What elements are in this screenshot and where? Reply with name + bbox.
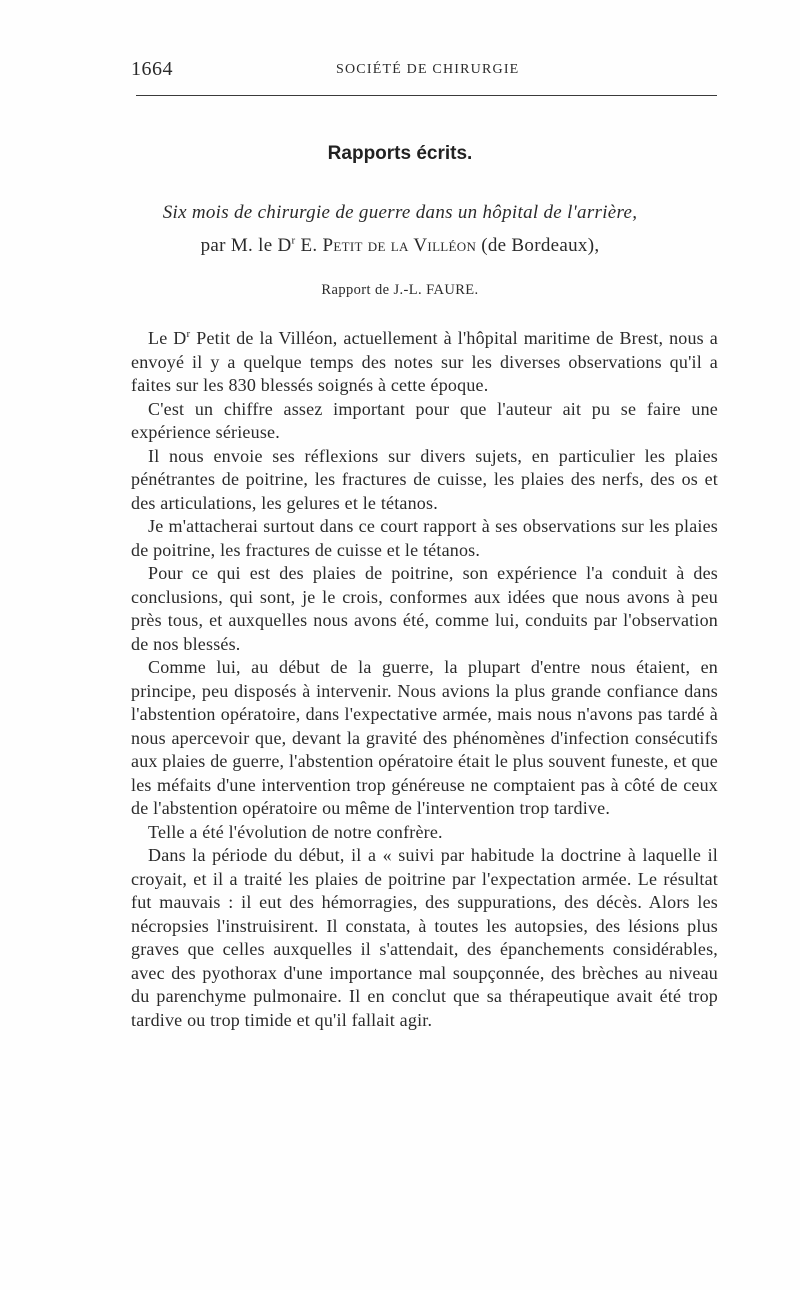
paragraph: Pour ce qui est des plaies de poitrine, son expérience l'a conduit à des conclusions, qui sont, je le crois, conformes aux idées que nous avons à peu près tous, et auxquelles nous avons été, comme lui, conduits par l'observation de nos blessés. <box>131 563 718 654</box>
paragraph: C'est un chiffre assez important pour que l'auteur ait pu se faire une expérience sérieuse. <box>131 398 718 442</box>
paragraph-lead: Le D <box>148 328 187 348</box>
running-title: SOCIÉTÉ DE CHIRURGIE <box>336 62 520 77</box>
paragraph-superscript: r <box>186 328 191 340</box>
paragraph: Telle a été l'évolution de notre confrère. <box>148 821 443 842</box>
body-text <box>131 327 718 1032</box>
author-superscript: r <box>291 234 296 247</box>
paragraph-text: Petit de la Villéon, actuellement à l'hôpital maritime de Brest, nous a envoyé il y a quelque temps des notes sur les diverses observations qu'il a faites sur les 830 blessés soignés à cette époque. <box>131 328 718 395</box>
paragraph: Comme lui, au début de la guerre, la plupart d'entre nous étaient, en principe, peu disposés à intervenir. Nous avions la plus grande confiance dans l'abstention opératoire, dans l'expectative armée, mais nous n'avons pas tardé à nous apercevoir que, devant la gravité des phénomènes d'infection consécutifs aux plaies de guerre, l'abstention opératoire était le plus souvent funeste, et que les méfaits d'une intervention trop généreuse ne comptaient pas à côté de ceux de l'abstention opératoire ou même de l'intervention trop tardive. <box>131 657 718 818</box>
running-header <box>131 58 716 86</box>
header-rule <box>136 95 717 96</box>
report-title: Six mois de chirurgie de guerre dans un hôpital de l'arrière, <box>162 202 638 223</box>
paragraph: Je m'attacherai surtout dans ce court rapport à ses observations sur les plaies de poitrine, les fractures de cuisse et le tétanos. <box>131 516 718 560</box>
author-name: Petit de la Villéon <box>322 235 477 256</box>
paragraph: Il nous envoie ses réflexions sur divers sujets, en particulier les plaies pénétrantes de poitrine, les fractures de cuisse, les plaies des nerfs, des os et des articulations, les gelures et le tétanos. <box>131 445 718 513</box>
section-title: Rapports écrits. <box>327 143 473 164</box>
author-prefix: par M. le D <box>200 235 292 256</box>
report-author <box>0 235 800 257</box>
author-initial: E. <box>295 235 323 256</box>
paragraph <box>131 327 718 398</box>
report-byline: Rapport de J.-L. FAURE. <box>321 282 479 298</box>
page-number: 1664 <box>131 58 173 80</box>
paragraph: Dans la période du début, il a « suivi par habitude la doctrine à laquelle il croyait, et il a traité les plaies de poitrine par l'expectation armée. Le résultat fut mauvais : il eut des hémorragies, des suppurations, des décès. Alors les nécropsies l'instruisirent. Il constata, à toutes les autopsies, des lésions plus graves que celles auxquelles il s'attendait, des épanchements considérables, avec des pyothorax d'une importance mal soupçonnée, des brèches au niveau du parenchyme pulmonaire. Il en conclut que sa thérapeutique avait été trop tardive ou trop timide et qu'il fallait agir. <box>131 845 718 1030</box>
author-suffix: (de Bordeaux), <box>476 235 600 256</box>
